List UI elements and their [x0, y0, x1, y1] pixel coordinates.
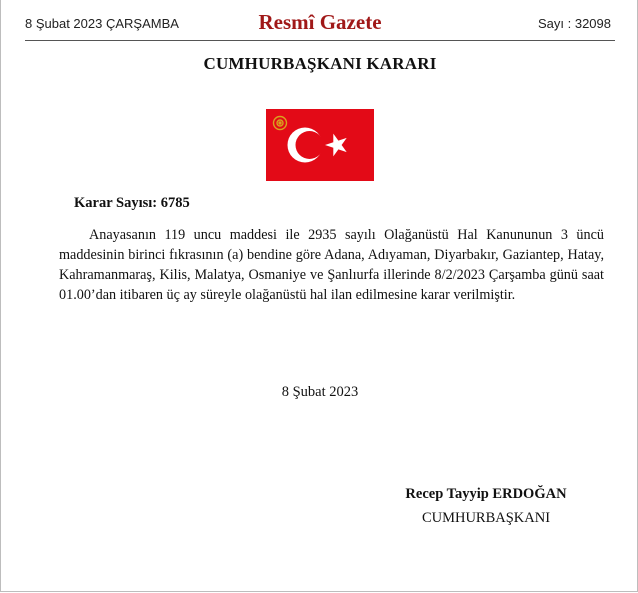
header-date: 8 Şubat 2023 ÇARŞAMBA [25, 16, 179, 31]
gazette-title: Resmî Gazete [258, 10, 382, 34]
signer-title: CUMHURBAŞKANI [421, 510, 551, 526]
signer-name: Recep Tayyip ERDOĞAN [405, 486, 567, 502]
signature-date: 8 Şubat 2023 [281, 384, 359, 400]
decree-number: Karar Sayısı: 6785 [74, 195, 190, 211]
flag-crescent-inner [296, 131, 324, 159]
issue-number: Sayı : 32098 [538, 16, 611, 31]
turkish-flag-icon [266, 109, 374, 181]
header-divider [25, 40, 615, 41]
document-heading: CUMHURBAŞKANI KARARI [203, 54, 437, 73]
decree-body: Anayasanın 119 uncu maddesi ile 2935 sayılı Olağanüstü Hal Kanununun 3 üncü maddesinin birinci fıkrasının (a) bendine göre Adana, Adıyaman, Diyarbakır, Gaziantep, Hatay, Kahramanmaraş, Kilis, Malatya, Osmaniye ve Şanlıurfa illerinde 8/2/2023 Çarşamba günü saat 01.00’dan itibaren üç ay süreyle olağanüstü hal ilan edilmesine karar verilmiştir. [59, 227, 604, 303]
